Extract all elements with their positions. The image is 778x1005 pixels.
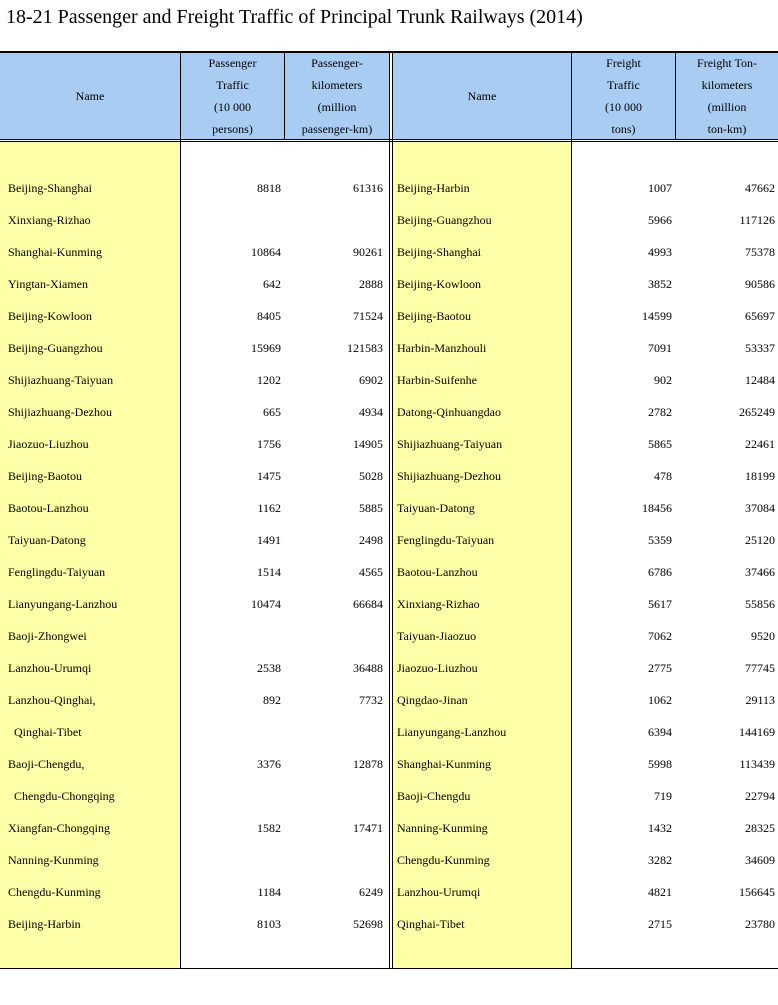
freight-tonkm-value: 18199 bbox=[745, 469, 775, 483]
passenger-route-name: Taiyuan-Datong bbox=[8, 533, 86, 547]
freight-traffic-value: 4821 bbox=[648, 885, 672, 899]
passenger-km-value bbox=[285, 204, 383, 236]
passenger-traffic-value: 8818 bbox=[257, 181, 281, 195]
freight-traffic-value: 2715 bbox=[648, 917, 672, 931]
freight-route-name: Qingdao-Jinan bbox=[397, 693, 468, 707]
freight-tonkm-value: 9520 bbox=[751, 629, 775, 643]
passenger-km-value: 14905 bbox=[353, 437, 383, 451]
freight-traffic-value: 14599 bbox=[642, 309, 672, 323]
freight-traffic-value: 1432 bbox=[648, 821, 672, 835]
header-line: (10 000 bbox=[605, 100, 642, 114]
header-line: persons) bbox=[212, 122, 253, 136]
freight-route-name: Jiaozuo-Liuzhou bbox=[397, 661, 478, 675]
table-row bbox=[0, 812, 778, 844]
passenger-km-value: 12878 bbox=[353, 757, 383, 771]
passenger-route-name: Chengdu-Chongqing bbox=[14, 789, 115, 803]
passenger-route-name: Baotou-Lanzhou bbox=[8, 501, 89, 515]
passenger-traffic-value: 1475 bbox=[257, 469, 281, 483]
table-row bbox=[0, 300, 778, 332]
table-row bbox=[0, 748, 778, 780]
freight-route-name: Shijiazhuang-Taiyuan bbox=[397, 437, 503, 451]
table-row bbox=[0, 620, 778, 652]
table-row bbox=[0, 556, 778, 588]
table-row bbox=[0, 364, 778, 396]
freight-tonkm-value: 144169 bbox=[739, 725, 775, 739]
passenger-km-value: 2498 bbox=[359, 533, 383, 547]
freight-route-name: Beijing-Kowloon bbox=[397, 277, 481, 291]
freight-route-name: Chengdu-Kunming bbox=[397, 853, 490, 867]
freight-tonkm-value: 28325 bbox=[745, 821, 775, 835]
passenger-route-name: Shijiazhuang-Dezhou bbox=[8, 405, 112, 419]
freight-tonkm-value: 22461 bbox=[745, 437, 775, 451]
passenger-route-name: Qinghai-Tibet bbox=[14, 725, 82, 739]
header-line: Freight bbox=[606, 56, 641, 70]
freight-route-name: Taiyuan-Jiaozuo bbox=[397, 629, 477, 643]
passenger-traffic-value: 1202 bbox=[257, 373, 281, 387]
passenger-route-name: Beijing-Shanghai bbox=[8, 181, 92, 195]
header-line: tons) bbox=[611, 122, 636, 136]
passenger-traffic-value: 2538 bbox=[257, 661, 281, 675]
passenger-route-name: Xinxiang-Rizhao bbox=[8, 213, 91, 227]
header-line: Passenger bbox=[208, 56, 257, 70]
freight-traffic-value: 5359 bbox=[648, 533, 672, 547]
header-line: Traffic bbox=[607, 78, 640, 92]
passenger-route-name: Xiangfan-Chongqing bbox=[8, 821, 110, 835]
table-row bbox=[0, 268, 778, 300]
freight-route-name: Fenglingdu-Taiyuan bbox=[397, 533, 495, 547]
passenger-km-value: 5028 bbox=[359, 469, 383, 483]
passenger-route-name: Baoji-Chengdu, bbox=[8, 757, 85, 771]
freight-traffic-value: 7062 bbox=[648, 629, 672, 643]
header-line: Passenger- bbox=[311, 56, 363, 70]
passenger-km-value: 71524 bbox=[353, 309, 383, 323]
passenger-traffic-value: 1756 bbox=[257, 437, 281, 451]
passenger-traffic-value: 3376 bbox=[257, 757, 281, 771]
table-row bbox=[0, 332, 778, 364]
passenger-route-name: Beijing-Baotou bbox=[8, 469, 82, 483]
passenger-km-value: 61316 bbox=[353, 181, 383, 195]
freight-traffic-value: 6394 bbox=[648, 725, 672, 739]
page-title: 18-21 Passenger and Freight Traffic of Principal Trunk Railways (2014) bbox=[6, 6, 583, 28]
passenger-route-name: Jiaozuo-Liuzhou bbox=[8, 437, 89, 451]
freight-tonkm-value: 53337 bbox=[745, 341, 775, 355]
passenger-route-name: Nanning-Kunming bbox=[8, 853, 99, 867]
passenger-km-value: 52698 bbox=[353, 917, 383, 931]
table-row bbox=[0, 844, 778, 876]
freight-tonkm-value: 77745 bbox=[745, 661, 775, 675]
table-row bbox=[0, 172, 778, 204]
header-line: kilometers bbox=[701, 78, 753, 92]
header-name-right bbox=[393, 53, 571, 139]
freight-route-name: Datong-Qinhuangdao bbox=[397, 405, 501, 419]
passenger-traffic-value: 1162 bbox=[257, 501, 281, 515]
header-line: Freight Ton- bbox=[697, 56, 757, 70]
freight-tonkm-value: 37466 bbox=[745, 565, 775, 579]
freight-tonkm-value: 29113 bbox=[745, 693, 775, 707]
freight-tonkm-value: 117126 bbox=[739, 213, 775, 227]
passenger-km-value: 4934 bbox=[359, 405, 383, 419]
passenger-route-name: Baoji-Zhongwei bbox=[8, 629, 87, 643]
freight-route-name: Taiyuan-Datong bbox=[397, 501, 475, 515]
freight-traffic-value: 478 bbox=[654, 469, 672, 483]
passenger-traffic-value bbox=[181, 204, 281, 236]
passenger-traffic-value bbox=[181, 844, 281, 876]
passenger-traffic-value: 1582 bbox=[257, 821, 281, 835]
freight-route-name: Shijiazhuang-Dezhou bbox=[397, 469, 501, 483]
table-row bbox=[0, 876, 778, 908]
passenger-route-name: Beijing-Harbin bbox=[8, 917, 81, 931]
passenger-traffic-value: 1514 bbox=[257, 565, 281, 579]
freight-tonkm-value: 265249 bbox=[739, 405, 775, 419]
passenger-route-name: Fenglingdu-Taiyuan bbox=[8, 565, 106, 579]
freight-route-name: Beijing-Guangzhou bbox=[397, 213, 492, 227]
header-freight-tonkm bbox=[676, 53, 778, 139]
freight-traffic-value: 719 bbox=[654, 789, 672, 803]
freight-traffic-value: 2782 bbox=[648, 405, 672, 419]
passenger-traffic-value: 665 bbox=[263, 405, 281, 419]
freight-tonkm-value: 23780 bbox=[745, 917, 775, 931]
passenger-km-value: 4565 bbox=[359, 565, 383, 579]
passenger-km-value: 66684 bbox=[353, 597, 383, 611]
freight-traffic-value: 5865 bbox=[648, 437, 672, 451]
header-passenger-traffic bbox=[181, 53, 284, 139]
header-freight-traffic bbox=[572, 53, 675, 139]
freight-route-name: Baoji-Chengdu bbox=[397, 789, 471, 803]
passenger-traffic-value: 1491 bbox=[257, 533, 281, 547]
passenger-traffic-value bbox=[181, 716, 281, 748]
header-label: Name bbox=[75, 89, 105, 103]
passenger-route-name: Shanghai-Kunming bbox=[8, 245, 102, 259]
passenger-route-name: Chengdu-Kunming bbox=[8, 885, 101, 899]
passenger-km-value bbox=[285, 844, 383, 876]
header-line: passenger-km) bbox=[301, 122, 373, 136]
freight-traffic-value: 2775 bbox=[648, 661, 672, 675]
freight-route-name: Lianyungang-Lanzhou bbox=[397, 725, 507, 739]
freight-route-name: Qinghai-Tibet bbox=[397, 917, 465, 931]
freight-traffic-value: 3282 bbox=[648, 853, 672, 867]
passenger-km-value bbox=[285, 620, 383, 652]
freight-tonkm-value: 113439 bbox=[739, 757, 775, 771]
freight-tonkm-value: 90586 bbox=[745, 277, 775, 291]
freight-tonkm-value: 25120 bbox=[745, 533, 775, 547]
passenger-route-name: Lianyungang-Lanzhou bbox=[8, 597, 118, 611]
freight-traffic-value: 6786 bbox=[648, 565, 672, 579]
freight-tonkm-value: 55856 bbox=[745, 597, 775, 611]
table-row bbox=[0, 908, 778, 940]
passenger-traffic-value bbox=[181, 620, 281, 652]
freight-tonkm-value: 75378 bbox=[745, 245, 775, 259]
passenger-traffic-value: 15969 bbox=[251, 341, 281, 355]
passenger-km-value bbox=[285, 780, 383, 812]
header-line: Traffic bbox=[216, 78, 249, 92]
table-row bbox=[0, 460, 778, 492]
table-row bbox=[0, 396, 778, 428]
header-line: (10 000 bbox=[214, 100, 251, 114]
freight-route-name: Shanghai-Kunming bbox=[397, 757, 491, 771]
freight-traffic-value: 7091 bbox=[648, 341, 672, 355]
freight-tonkm-value: 34609 bbox=[745, 853, 775, 867]
freight-route-name: Beijing-Baotou bbox=[397, 309, 471, 323]
freight-route-name: Beijing-Harbin bbox=[397, 181, 470, 195]
freight-tonkm-value: 47662 bbox=[745, 181, 775, 195]
freight-route-name: Harbin-Suifenhe bbox=[397, 373, 477, 387]
passenger-km-value: 36488 bbox=[353, 661, 383, 675]
table-row bbox=[0, 652, 778, 684]
freight-tonkm-value: 22794 bbox=[745, 789, 775, 803]
passenger-traffic-value: 8103 bbox=[257, 917, 281, 931]
freight-traffic-value: 5617 bbox=[648, 597, 672, 611]
freight-traffic-value: 5998 bbox=[648, 757, 672, 771]
table-row bbox=[0, 204, 778, 236]
freight-route-name: Nanning-Kunming bbox=[397, 821, 488, 835]
passenger-route-name: Shijiazhuang-Taiyuan bbox=[8, 373, 114, 387]
passenger-traffic-value bbox=[181, 780, 281, 812]
freight-traffic-value: 1007 bbox=[648, 181, 672, 195]
header-line: (million bbox=[707, 100, 747, 114]
passenger-route-name: Beijing-Guangzhou bbox=[8, 341, 103, 355]
freight-route-name: Baotou-Lanzhou bbox=[397, 565, 478, 579]
passenger-traffic-value: 1184 bbox=[257, 885, 281, 899]
passenger-km-value: 7732 bbox=[359, 693, 383, 707]
header-line: ton-km) bbox=[707, 122, 747, 136]
freight-route-name: Xinxiang-Rizhao bbox=[397, 597, 480, 611]
freight-traffic-value: 18456 bbox=[642, 501, 672, 515]
table-row bbox=[0, 716, 778, 748]
passenger-route-name: Beijing-Kowloon bbox=[8, 309, 92, 323]
passenger-route-name: Lanzhou-Urumqi bbox=[8, 661, 92, 675]
passenger-traffic-value: 642 bbox=[263, 277, 281, 291]
passenger-km-value bbox=[285, 716, 383, 748]
passenger-km-value: 121583 bbox=[347, 341, 383, 355]
freight-tonkm-value: 156645 bbox=[739, 885, 775, 899]
header-line: kilometers bbox=[311, 78, 363, 92]
header-passenger-km bbox=[285, 53, 389, 139]
table-row bbox=[0, 492, 778, 524]
freight-route-name: Lanzhou-Urumqi bbox=[397, 885, 481, 899]
table-row bbox=[0, 236, 778, 268]
freight-traffic-value: 902 bbox=[654, 373, 672, 387]
header-line: (million bbox=[317, 100, 357, 114]
freight-tonkm-value: 65697 bbox=[745, 309, 775, 323]
passenger-km-value: 5885 bbox=[359, 501, 383, 515]
freight-tonkm-value: 12484 bbox=[745, 373, 775, 387]
table-row bbox=[0, 684, 778, 716]
freight-traffic-value: 3852 bbox=[648, 277, 672, 291]
passenger-route-name: Yingtan-Xiamen bbox=[8, 277, 88, 291]
passenger-traffic-value: 10864 bbox=[251, 245, 281, 259]
freight-traffic-value: 4993 bbox=[648, 245, 672, 259]
passenger-km-value: 6902 bbox=[359, 373, 383, 387]
passenger-traffic-value: 10474 bbox=[251, 597, 281, 611]
table-row bbox=[0, 588, 778, 620]
freight-tonkm-value: 37084 bbox=[745, 501, 775, 515]
passenger-km-value: 90261 bbox=[353, 245, 383, 259]
freight-traffic-value: 5966 bbox=[648, 213, 672, 227]
passenger-km-value: 2888 bbox=[359, 277, 383, 291]
passenger-km-value: 6249 bbox=[359, 885, 383, 899]
freight-route-name: Beijing-Shanghai bbox=[397, 245, 481, 259]
passenger-km-value: 17471 bbox=[353, 821, 383, 835]
table-bottom-rule bbox=[0, 968, 778, 969]
freight-traffic-value: 1062 bbox=[648, 693, 672, 707]
freight-route-name: Harbin-Manzhouli bbox=[397, 341, 487, 355]
passenger-traffic-value: 892 bbox=[263, 693, 281, 707]
table-row bbox=[0, 780, 778, 812]
passenger-traffic-value: 8405 bbox=[257, 309, 281, 323]
passenger-route-name: Lanzhou-Qinghai, bbox=[8, 693, 96, 707]
table-row bbox=[0, 524, 778, 556]
header-name-left bbox=[0, 53, 180, 139]
table-row bbox=[0, 428, 778, 460]
header-label: Name bbox=[467, 89, 497, 103]
